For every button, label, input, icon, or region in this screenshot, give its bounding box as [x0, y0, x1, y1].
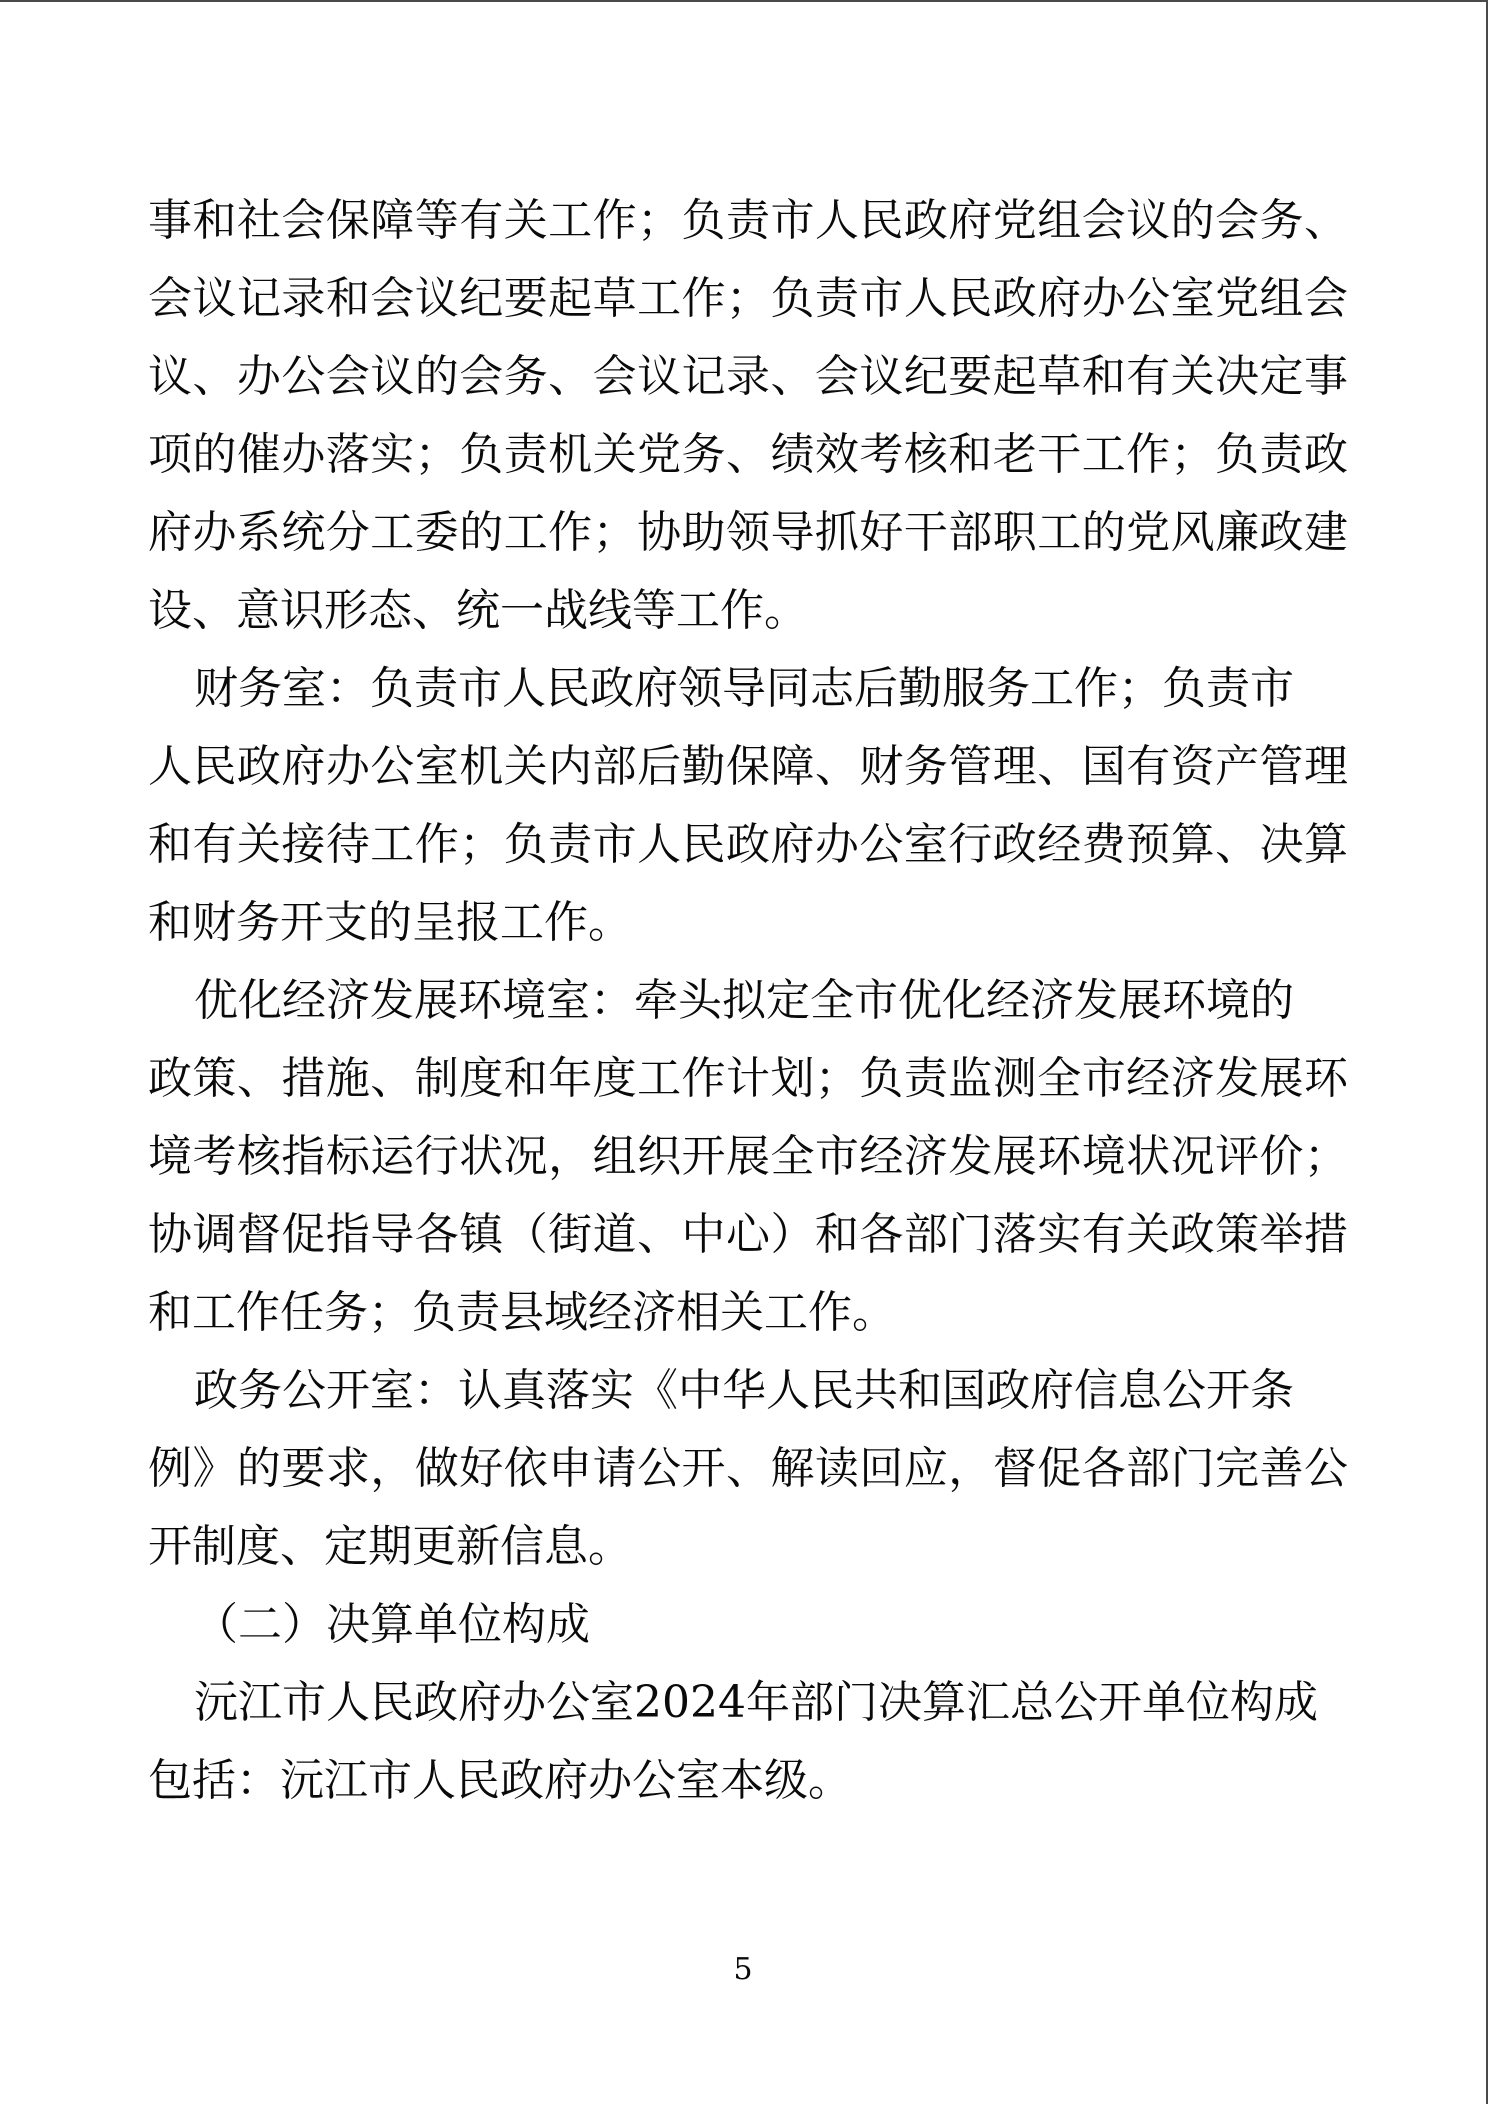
paragraph	[148, 182, 1348, 650]
text-line: 和工作任务；负责县域经济相关工作。	[148, 1287, 896, 1338]
text-line: 优化经济发展环境室：牵头拟定全市优化经济发展环境的	[194, 975, 1294, 1026]
text-line: 会议记录和会议纪要起草工作；负责市人民政府办公室党组会	[148, 273, 1348, 324]
text-line: 财务室：负责市人民政府领导同志后勤服务工作；负责市	[194, 663, 1294, 714]
paragraph	[148, 962, 1348, 1352]
text-line: 例》的要求，做好依申请公开、解读回应，督促各部门完善公	[148, 1443, 1348, 1494]
text-line: 人民政府办公室机关内部后勤保障、财务管理、国有资产管理	[148, 741, 1348, 792]
text-line: 项的催办落实；负责机关党务、绩效考核和老干工作；负责政	[148, 429, 1348, 480]
paragraph	[148, 1586, 1348, 1664]
paragraph	[148, 1352, 1348, 1586]
text-line: 政务公开室：认真落实《中华人民共和国政府信息公开条	[194, 1365, 1294, 1416]
text-line: 包括：沅江市人民政府办公室本级。	[148, 1755, 852, 1806]
text-line: 设、意识形态、统一战线等工作。	[148, 585, 808, 636]
text-line: 和有关接待工作；负责市人民政府办公室行政经费预算、决算	[148, 819, 1348, 870]
paragraph	[148, 650, 1348, 962]
text-line: 事和社会保障等有关工作；负责市人民政府党组会议的会务、	[148, 195, 1348, 246]
text-line: 和财务开支的呈报工作。	[148, 897, 632, 948]
paragraph	[148, 1664, 1348, 1820]
text-line: 协调督促指导各镇（街道、中心）和各部门落实有关政策举措	[148, 1209, 1348, 1260]
text-line: 沅江市人民政府办公室2024年部门决算汇总公开单位构成	[194, 1677, 1318, 1728]
page-footer	[0, 1952, 1486, 1988]
page-number: 5	[733, 1952, 753, 1987]
text-line: 开制度、定期更新信息。	[148, 1521, 632, 1572]
text-line: 政策、措施、制度和年度工作计划；负责监测全市经济发展环	[148, 1053, 1348, 1104]
text-line: 境考核指标运行状况，组织开展全市经济发展环境状况评价；	[148, 1131, 1348, 1182]
text-line: 议、办公会议的会务、会议记录、会议纪要起草和有关决定事	[148, 351, 1348, 402]
section-heading: （二）决算单位构成	[194, 1599, 590, 1650]
text-line: 府办系统分工委的工作；协助领导抓好干部职工的党风廉政建	[148, 507, 1348, 558]
document-body	[148, 182, 1348, 1820]
